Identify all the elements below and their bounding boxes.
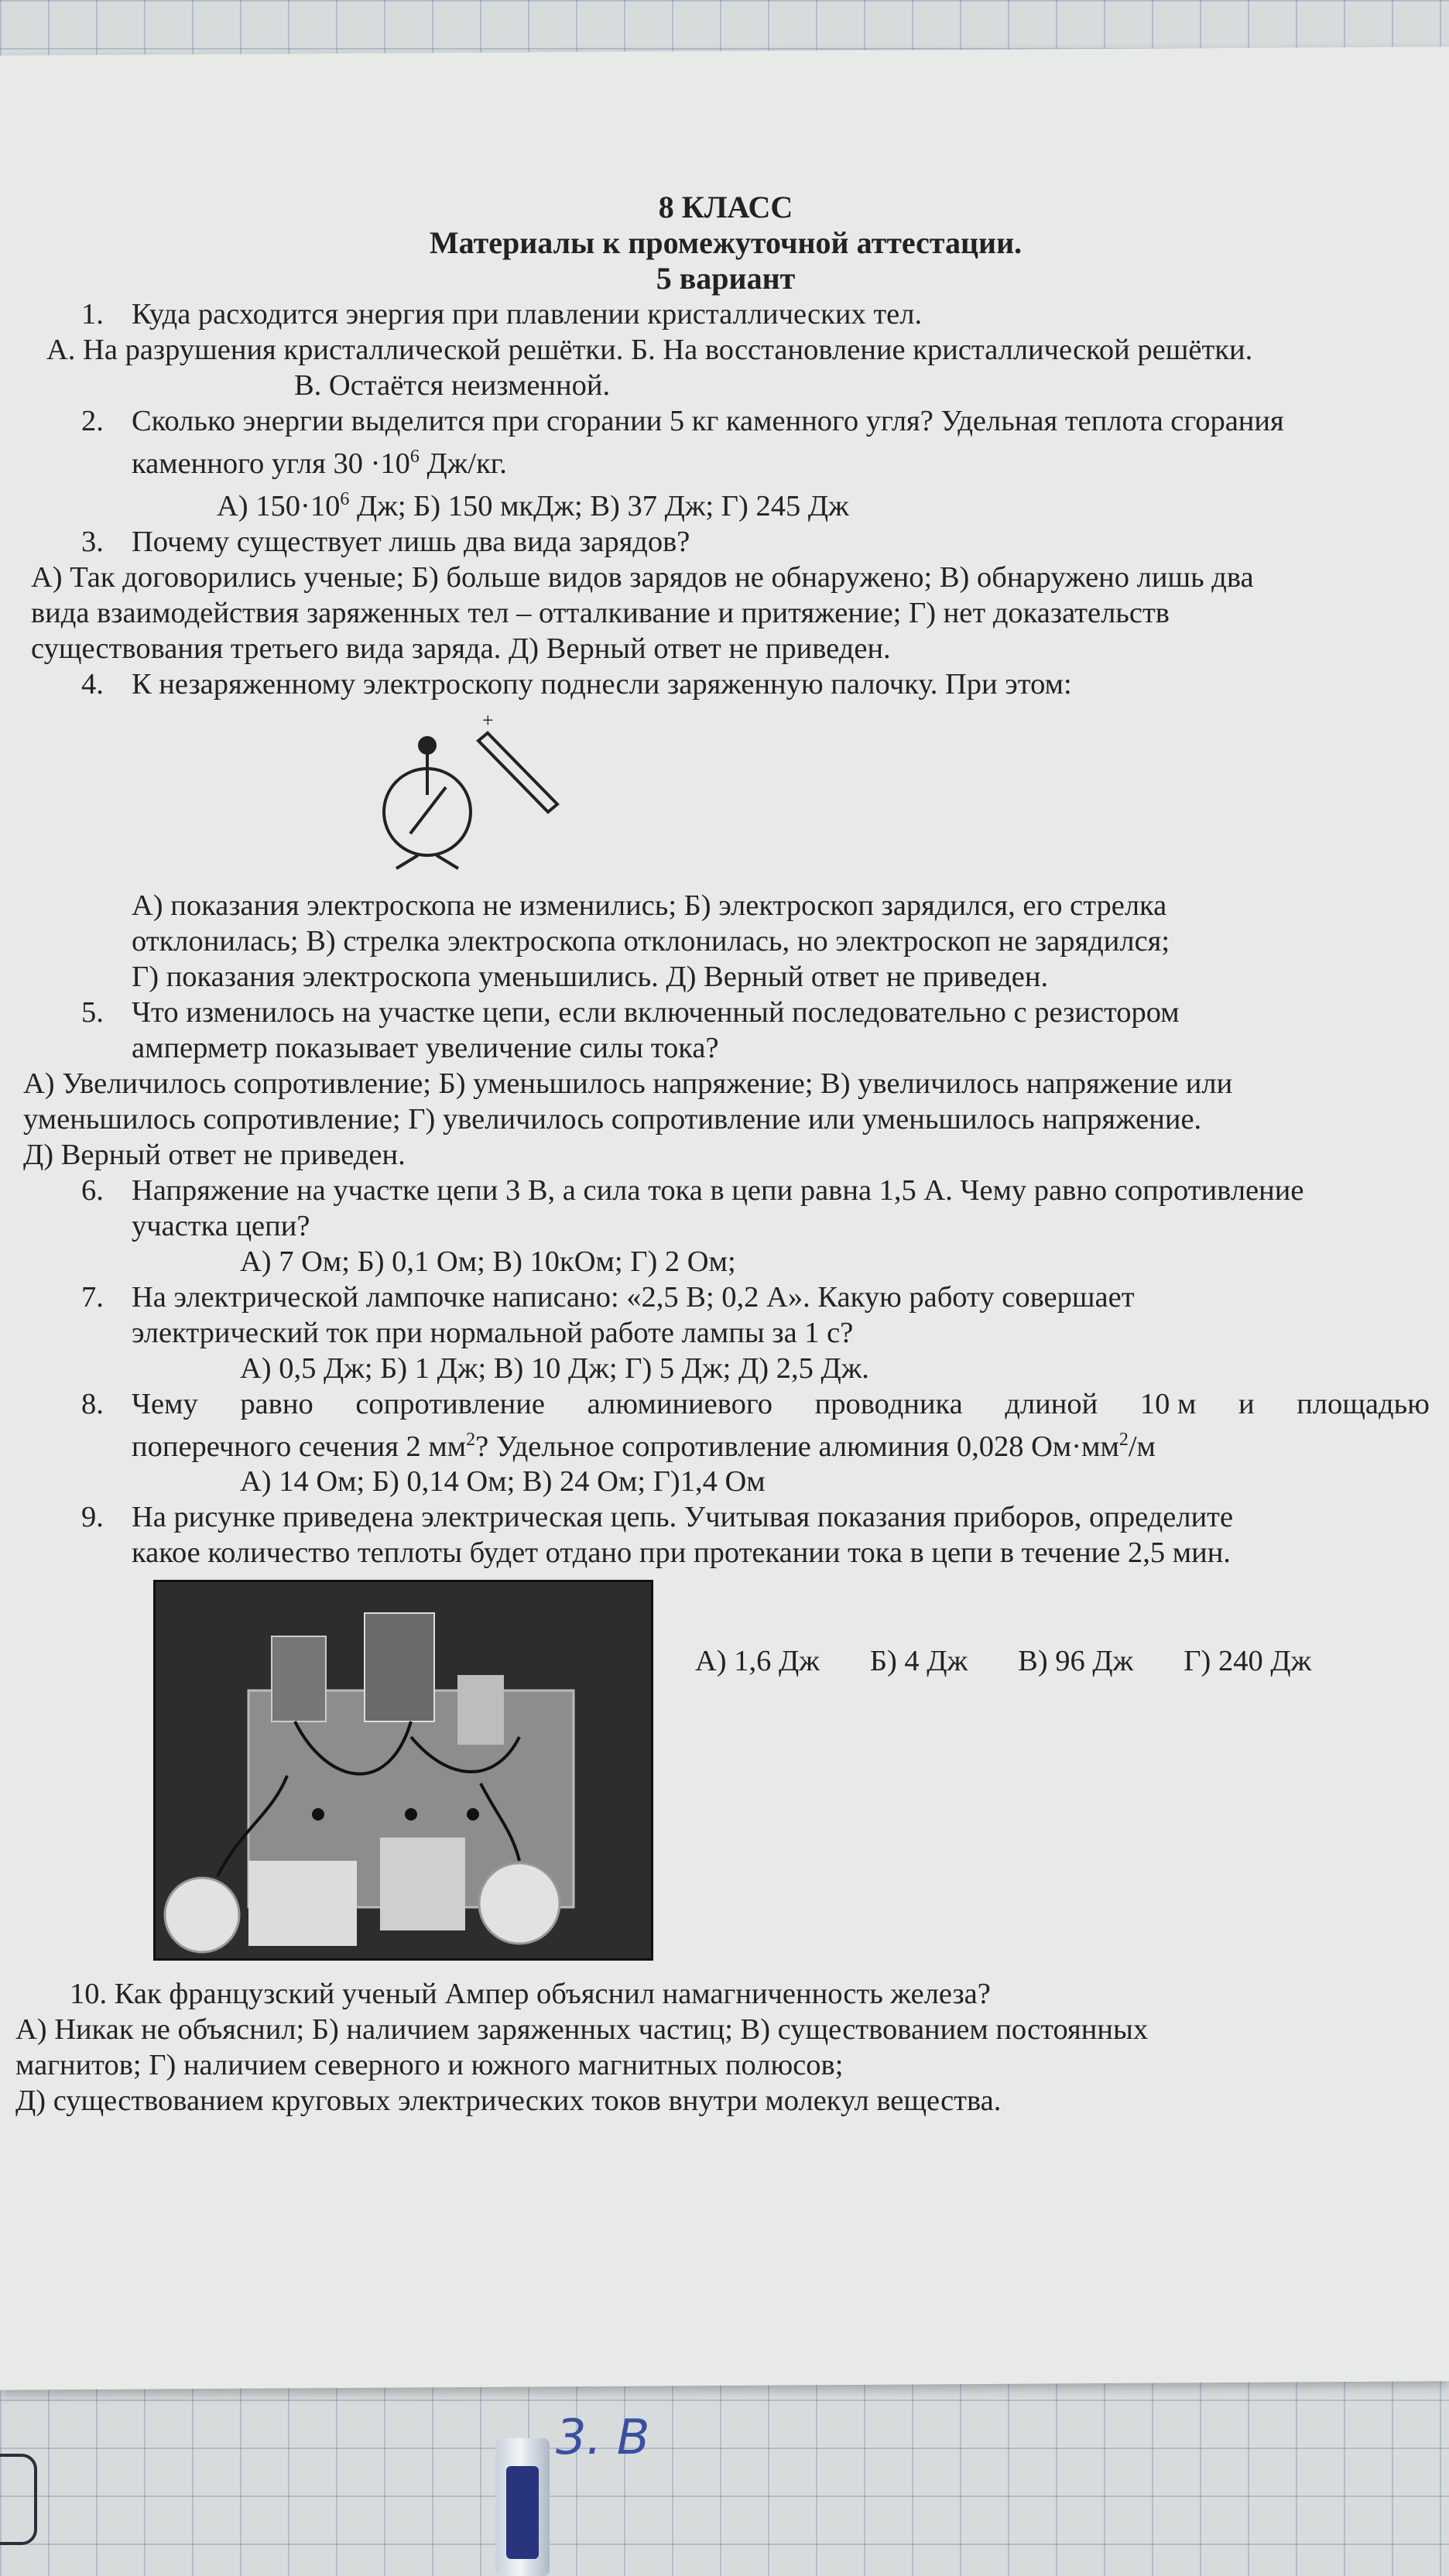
question-3	[15, 524, 1436, 560]
word: проводника	[814, 1387, 963, 1420]
superscript: 2	[1118, 1429, 1129, 1450]
question-text: Напряжение на участке цепи 3 В, а сила тока в цепи равна 1,5 А. Чему равно сопротивление	[132, 1173, 1304, 1207]
question-text: На рисунке приведена электрическая цепь. Учитывая показания приборов, определите	[132, 1501, 1234, 1534]
question-4-options-3: Г) показания электроскопа уменьшились. Д) Верный ответ не приведен.	[132, 960, 1049, 993]
word: длиной	[1005, 1387, 1098, 1420]
question-9-answers	[695, 1643, 1311, 1679]
question-7-line-2: электрический ток при нормальной работе лампы за 1 с?	[132, 1316, 854, 1349]
word: равно	[240, 1387, 313, 1420]
question-5-line-2: амперметр показывает увеличение силы тока?	[132, 1031, 719, 1064]
question-number: 9.	[81, 1501, 104, 1534]
question-number: 6.	[81, 1173, 104, 1207]
question-9-line-2: какое количество теплоты будет отдано при протекании тока в цепи в течение 2,5 мин.	[132, 1536, 1231, 1570]
answer-b: Б) 4 Дж	[869, 1645, 968, 1678]
question-3-options-3: существования третьего вида заряда. Д) Верный ответ не приведен.	[31, 632, 891, 665]
word: и	[1238, 1387, 1255, 1420]
question-7-options: А) 0,5 Дж; Б) 1 Дж; В) 10 Дж; Г) 5 Дж; Д) 2,5 Дж.	[240, 1351, 869, 1385]
question-8-options: А) 14 Ом; Б) 0,14 Ом; В) 24 Ом; Г)1,4 Ом	[240, 1465, 766, 1499]
question-10-options-1: А) Никак не объяснил; Б) наличием заряженных частиц; В) существованием постоянных	[15, 2013, 1149, 2047]
subtitle-heading: Материалы к промежуточной аттестации.	[429, 225, 1023, 260]
question-3-options-2: вида взаимодействия заряженных тел – отталкивание и притяжение; Г) нет доказательств	[31, 596, 1170, 629]
question-4-options-2: отклонилась; В) стрелка электроскопа отклонилась, но электроскоп не зарядился;	[132, 924, 1170, 957]
question-number: 3.	[81, 525, 104, 558]
variant-heading: 5 вариант	[656, 261, 796, 296]
answer-g: Г) 240 Дж	[1184, 1645, 1312, 1678]
question-4-options-1: А) показания электроскопа не изменились; Б) электроскоп зарядился, его стрелка	[132, 889, 1167, 922]
question-number: 7.	[81, 1280, 104, 1314]
question-text: К незаряженному электроскопу поднесли заряженную палочку. При этом:	[132, 667, 1072, 701]
superscript: 6	[409, 447, 420, 467]
answer-v: В) 96 Дж	[1018, 1645, 1134, 1678]
question-5-options-1: А) Увеличилось сопротивление; Б) уменьшилось напряжение; В) увеличилось напряжение или	[23, 1067, 1233, 1100]
exam-content	[15, 190, 1436, 2119]
option-rest: Дж; Б) 150 мкДж; В) 37 Дж; Г) 245 Дж	[356, 489, 849, 522]
question-8	[15, 1386, 1436, 1422]
text-part: каменного угля 30 ·10	[132, 447, 410, 480]
pen	[495, 2438, 550, 2576]
question-number: 4.	[81, 667, 104, 701]
superscript: 2	[466, 1429, 476, 1450]
word: алюминиевого	[587, 1387, 772, 1420]
question-text: Куда расходится энергия при плавлении кристаллических тел.	[132, 298, 923, 331]
question-text: Сколько энергии выделится при сгорании 5 кг каменного угля? Удельная теплота сгорания	[132, 405, 1284, 437]
question-5-options-3: Д) Верный ответ не приведен.	[23, 1138, 406, 1171]
question-1-option-v: В. Остаётся неизменной.	[294, 369, 611, 402]
word: Чему	[132, 1387, 198, 1420]
question-text: Почему существует лишь два вида зарядов?	[132, 525, 690, 558]
question-number: 8.	[81, 1387, 104, 1420]
question-4	[15, 666, 1436, 702]
question-5	[15, 995, 1436, 1030]
answer-a: А) 1,6 Дж	[695, 1645, 820, 1678]
question-2-options	[15, 481, 1436, 524]
question-text: Что изменилось на участке цепи, если включенный последовательно с резистором	[132, 995, 1180, 1029]
charge-plus-label: +	[482, 709, 494, 731]
option-a: А) 150·10	[217, 489, 341, 522]
question-number: 1.	[81, 298, 104, 331]
question-2	[15, 403, 1436, 439]
question-6-line-2: участка цепи?	[132, 1209, 310, 1242]
question-number: 2.	[81, 405, 104, 437]
question-3-options-1: А) Так договорились ученые; Б) больше видов зарядов не обнаружено; В) обнаружено лишь два	[31, 560, 1254, 594]
question-10-options-2: магнитов; Г) наличием северного и южного магнитных полюсов;	[15, 2049, 844, 2082]
question-10: 10. Как французский ученый Ампер объяснил намагниченность железа?	[70, 1978, 991, 2011]
pen-cap	[506, 2466, 539, 2559]
text-part: ? Удельное сопротивление алюминия 0,028 Ом·мм	[475, 1430, 1119, 1463]
text-part: Дж/кг.	[426, 447, 507, 480]
word: площадью	[1297, 1387, 1430, 1420]
question-7	[15, 1279, 1436, 1315]
circuit-illustration	[156, 1582, 651, 1958]
question-1	[15, 296, 1436, 332]
handwritten-answer: 3. В	[556, 2409, 650, 2465]
electroscope-figure	[15, 702, 1436, 888]
circuit-photo	[153, 1580, 653, 1961]
text-part: поперечного сечения 2 мм	[132, 1430, 467, 1463]
superscript: 6	[340, 488, 350, 509]
question-10-options-3: Д) существованием круговых электрических токов внутри молекул вещества.	[15, 2084, 1002, 2118]
question-text: На электрической лампочке написано: «2,5 В; 0,2 А». Какую работу совершает	[132, 1280, 1135, 1314]
text-part: /м	[1128, 1430, 1156, 1463]
question-9	[15, 1499, 1436, 1535]
question-6	[15, 1173, 1436, 1208]
question-2-line-2	[15, 439, 1436, 481]
question-6-options: А) 7 Ом; Б) 0,1 Ом; В) 10кОм; Г) 2 Ом;	[240, 1245, 736, 1278]
binder-clip	[0, 2454, 37, 2545]
electroscope-diagram	[379, 710, 581, 880]
question-9-figure-row	[15, 1574, 1436, 1976]
question-number: 5.	[81, 995, 104, 1029]
question-1-options: А. На разрушения кристаллической решётки. Б. На восстановление кристаллической решётки.	[46, 334, 1253, 366]
question-8-line-1	[15, 1386, 1436, 1422]
grade-heading: 8 КЛАСС	[658, 190, 793, 224]
word: сопротивление	[355, 1387, 545, 1420]
word: 10 м	[1139, 1387, 1197, 1420]
question-8-line-2	[15, 1422, 1436, 1464]
question-5-options-2: уменьшилось сопротивление; Г) увеличилось сопротивление или уменьшилось напряжение.	[23, 1102, 1202, 1136]
